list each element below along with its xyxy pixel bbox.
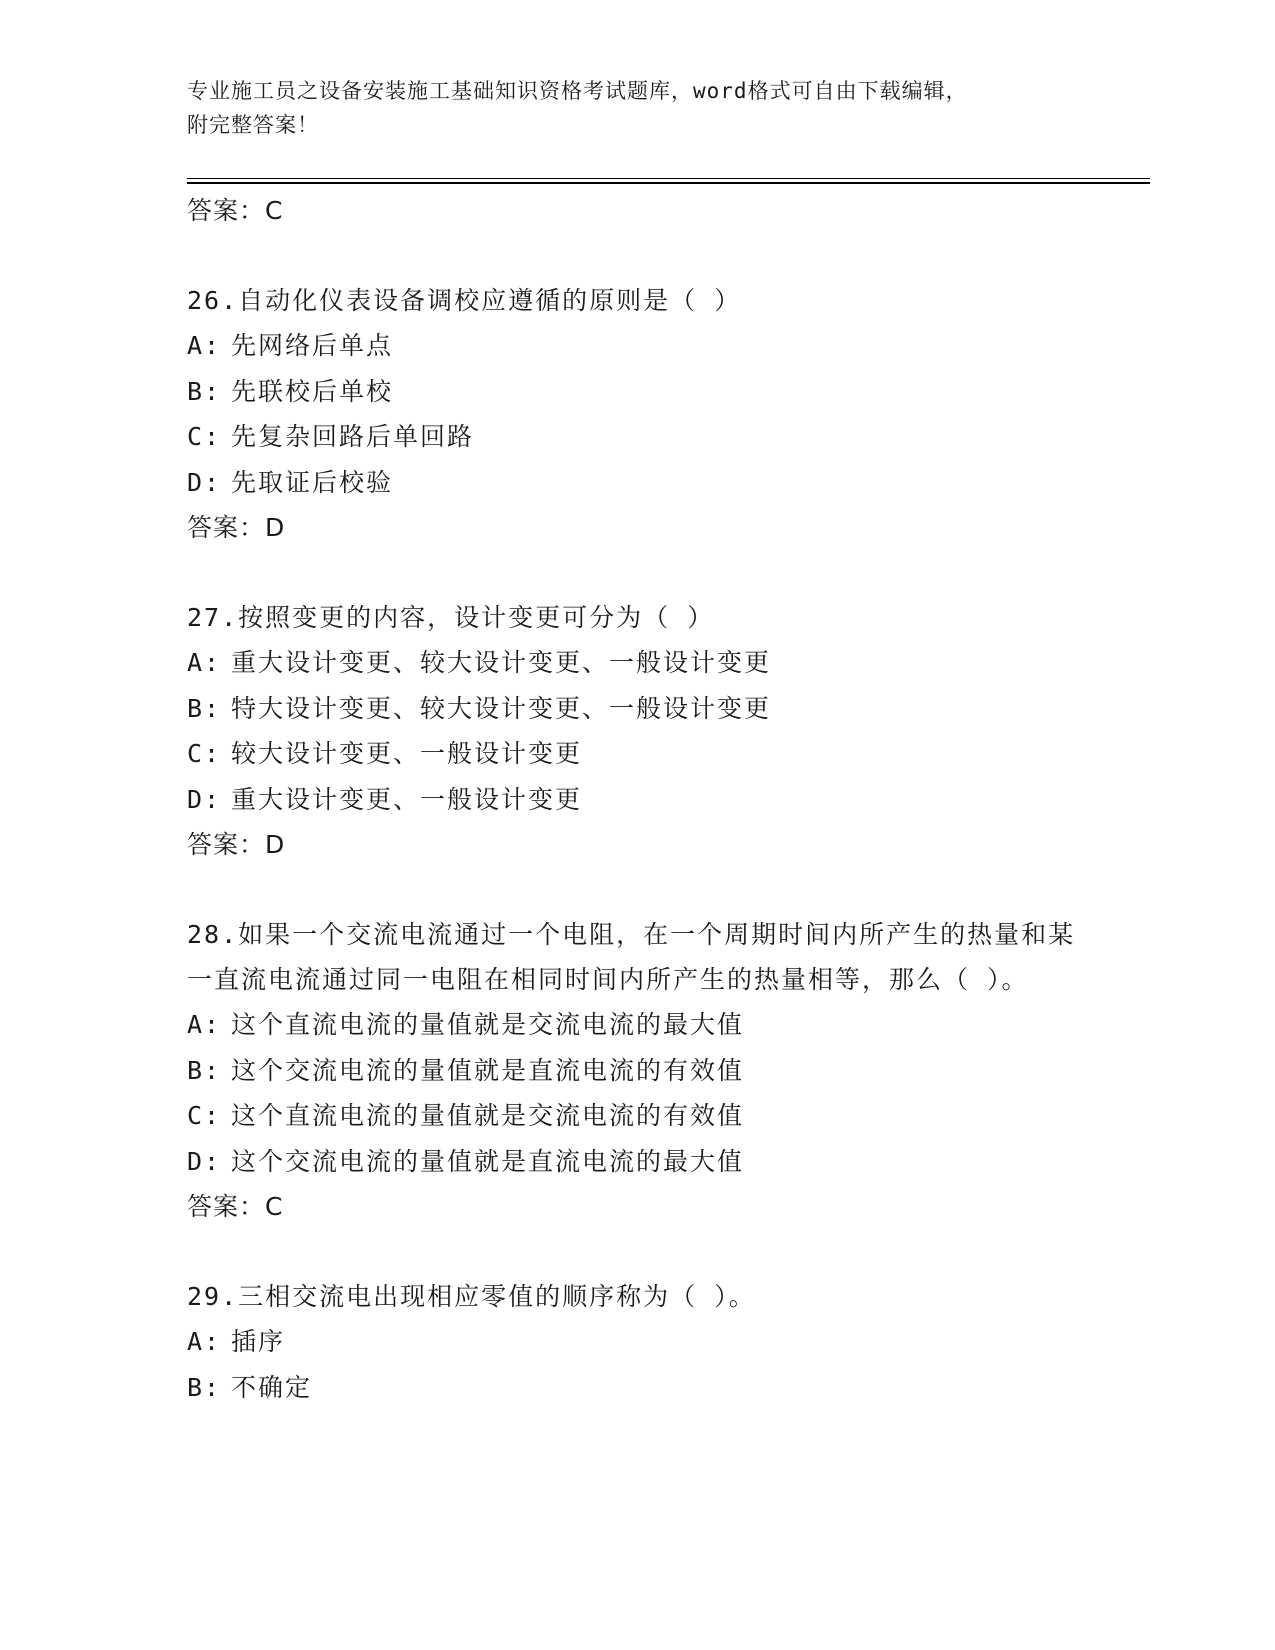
option-a: [187, 323, 1150, 369]
option-key: B:: [187, 1055, 222, 1085]
option-key: A:: [187, 648, 222, 677]
option-text: 不确定: [231, 1372, 313, 1402]
answer: 答案：D: [187, 830, 286, 859]
spacer: [187, 551, 1150, 595]
option-key: B:: [187, 376, 222, 406]
header-divider-thick: [187, 182, 1150, 184]
question-27: [187, 595, 1150, 868]
option-d: [187, 460, 1150, 506]
option-key: C:: [187, 422, 222, 451]
option-a: [187, 1319, 1150, 1365]
header-line-1: 专业施工员之设备安装施工基础知识资格考试题库，word格式可自由下载编辑，: [187, 79, 968, 103]
option-key: B:: [187, 1372, 222, 1402]
option-text: 这个交流电流的量值就是直流电流的有效值: [231, 1055, 745, 1085]
option-c: [187, 414, 1150, 460]
spacer: [187, 234, 1150, 278]
option-text: 先取证后校验: [231, 467, 394, 497]
option-key: D:: [187, 784, 222, 814]
option-key: D:: [187, 467, 222, 497]
option-key: C:: [187, 1101, 222, 1130]
question-stem: 28.如果一个交流电流通过一个电阻，在一个周期时间内所产生的热量和某一直流电流通过同一电阻在相同时间内所产生的热量相等，那么（ ）。: [187, 920, 1076, 994]
option-key: B:: [187, 693, 222, 723]
option-text: 先复杂回路后单回路: [231, 422, 475, 451]
question-stem: 26.自动化仪表设备调校应遵循的原则是（ ）: [187, 286, 742, 315]
option-a: [187, 640, 1150, 686]
option-d: [187, 1139, 1150, 1185]
answer: 答案：C: [187, 1192, 284, 1221]
answer: 答案：D: [187, 513, 286, 542]
answer-prev: 答案：C: [187, 196, 284, 225]
question-list: [187, 188, 1150, 1410]
option-d: [187, 777, 1150, 823]
option-c: [187, 731, 1150, 777]
option-b: [187, 1048, 1150, 1094]
spacer: [187, 868, 1150, 912]
option-text: 这个直流电流的量值就是交流电流的最大值: [231, 1010, 745, 1039]
option-text: 这个交流电流的量值就是直流电流的最大值: [231, 1146, 745, 1176]
option-b: [187, 686, 1150, 732]
question-26: [187, 278, 1150, 551]
option-key: C:: [187, 739, 222, 768]
option-key: A:: [187, 1327, 222, 1356]
option-a: [187, 1002, 1150, 1048]
option-text: 先网络后单点: [231, 331, 394, 360]
option-key: A:: [187, 331, 222, 360]
question-stem: 27.按照变更的内容，设计变更可分为（ ）: [187, 603, 715, 632]
option-text: 重大设计变更、较大设计变更、一般设计变更: [231, 648, 772, 677]
option-b: [187, 1365, 1150, 1411]
option-key: A:: [187, 1010, 222, 1039]
option-key: D:: [187, 1146, 222, 1176]
header-line-2: 附完整答案！: [187, 113, 319, 137]
question-29: [187, 1274, 1150, 1410]
spacer: [187, 1230, 1150, 1274]
option-text: 重大设计变更、一般设计变更: [231, 784, 583, 814]
header-divider-thin: [187, 178, 1150, 179]
question-28: [187, 912, 1150, 1230]
option-text: 特大设计变更、较大设计变更、一般设计变更: [231, 693, 772, 723]
document-header: [187, 74, 1087, 142]
option-text: 插序: [231, 1327, 286, 1356]
option-text: 较大设计变更、一般设计变更: [231, 739, 583, 768]
option-text: 这个直流电流的量值就是交流电流的有效值: [231, 1101, 745, 1130]
question-stem: 29.三相交流电出现相应零值的顺序称为（ ）。: [187, 1282, 756, 1311]
option-c: [187, 1093, 1150, 1139]
option-text: 先联校后单校: [231, 376, 394, 406]
option-b: [187, 369, 1150, 415]
